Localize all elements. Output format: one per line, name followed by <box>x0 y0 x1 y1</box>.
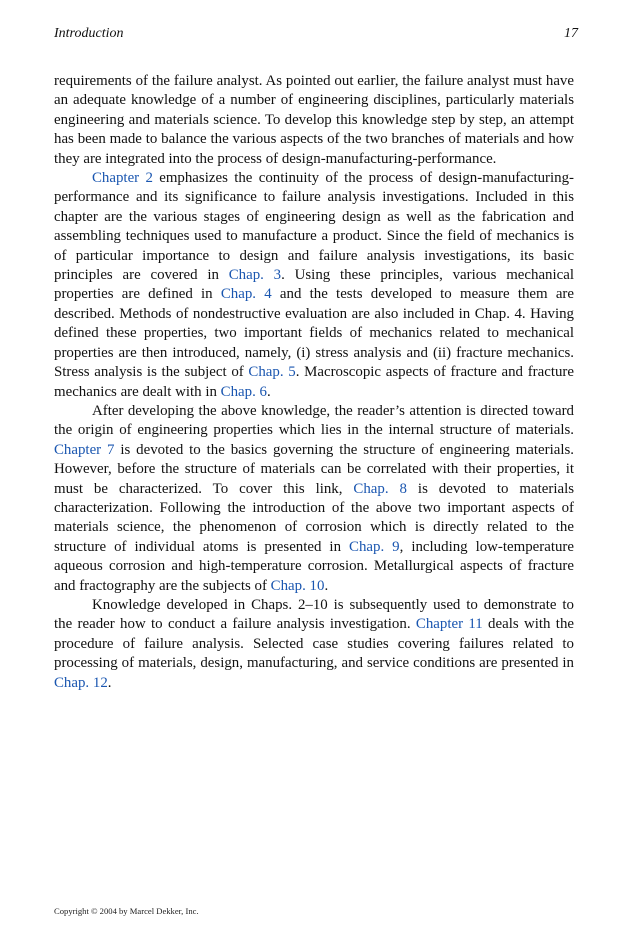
paragraph-text: . <box>266 383 271 400</box>
paragraph-text: is devoted to materials characterization. Following the introduction of the above two important aspects of materials science, the phenomenon of corrosion which is directly related to the structure of individual atoms is presented in <box>54 480 575 555</box>
paragraph-text: . <box>107 674 112 691</box>
chapter-link[interactable]: Chapter 11 <box>415 616 483 633</box>
paragraph-text: requirements of the failure analyst. As pointed out earlier, the failure analyst must have an adequate knowledge of a number of engineering disciplines, particularly materials engineering and materials science. To develop this knowledge step by step, an attempt has been made to balance the various aspects of the two branches of materials and how they are integrated into the process of design-manufacturing-performance. <box>54 73 574 167</box>
paragraph-text: deals with the procedure of failure analysis. Selected case studies covering failures related to processing of materials, design, manufacturing, and service conditions are presented in <box>54 616 574 672</box>
chapter-link[interactable]: Chap. 12 <box>54 674 108 691</box>
paragraph-text: and the tests developed to measure them are described. Methods of nondestructive evaluation are also included in Chap. 4. Having defined these properties, two important fields of mechanics related to mechanical properties are then introduced, namely, (i) stress analysis and (ii) fracture mechanics. Stress analysis is the subject of <box>54 286 574 381</box>
body-text <box>54 72 574 693</box>
running-title: Introduction <box>54 26 124 41</box>
chapter-link[interactable]: Chapter 7 <box>54 441 115 458</box>
paragraph-text: . Using these principles, various mechanical properties are defined in <box>54 267 574 303</box>
chapter-link[interactable]: Chap. 3 <box>228 267 282 284</box>
paragraph <box>54 402 574 596</box>
paragraph-text: After developing the above knowledge, the reader’s attention is directed toward the origin of engineering properties which lies in the internal structure of materials. <box>54 402 574 439</box>
paragraph-text: Knowledge developed in Chaps. 2–10 is subsequently used to demonstrate to the reader how to conduct a failure analysis investigation. <box>54 596 574 633</box>
chapter-link[interactable]: Chap. 5 <box>248 364 296 381</box>
paragraph-text: , including low-temperature aqueous corrosion and high-temperature corrosion. Metallurgical aspects of fracture and fractography are the subjects of <box>54 538 574 594</box>
copyright-footer: Copyright © 2004 by Marcel Dekker, Inc. <box>54 906 199 916</box>
running-header <box>54 26 578 46</box>
paragraph-text: is devoted to the basics governing the structure of engineering materials. However, before the structure of materials can be correlated with their properties, it must be characterized. To cover this link, <box>54 441 574 497</box>
chapter-link[interactable]: Chap. 4 <box>220 286 272 303</box>
paragraph <box>54 72 574 169</box>
paragraph <box>54 596 574 693</box>
chapter-link[interactable]: Chap. 6 <box>220 383 267 400</box>
paragraph-text: . <box>324 577 329 594</box>
page-number: 17 <box>564 26 578 41</box>
paragraph <box>54 169 574 402</box>
chapter-link[interactable]: Chapter 2 <box>92 170 153 187</box>
chapter-link[interactable]: Chap. 8 <box>353 480 407 497</box>
paragraph-text: . Macroscopic aspects of fracture and fracture mechanics are dealt with in <box>54 364 574 400</box>
chapter-link[interactable]: Chap. 10 <box>270 577 325 594</box>
paragraph-text: emphasizes the continuity of the process of design-manufacturing-performance and its significance to failure analysis investigations. Included in this chapter are the various stages of engineering design as well as the fabrication and assembling techniques used to manufacture a product. Since the field of mechanics is of particular importance to design and failure analysis investigations, its basic principles are covered in <box>54 170 574 284</box>
chapter-link[interactable]: Chap. 9 <box>349 538 400 555</box>
